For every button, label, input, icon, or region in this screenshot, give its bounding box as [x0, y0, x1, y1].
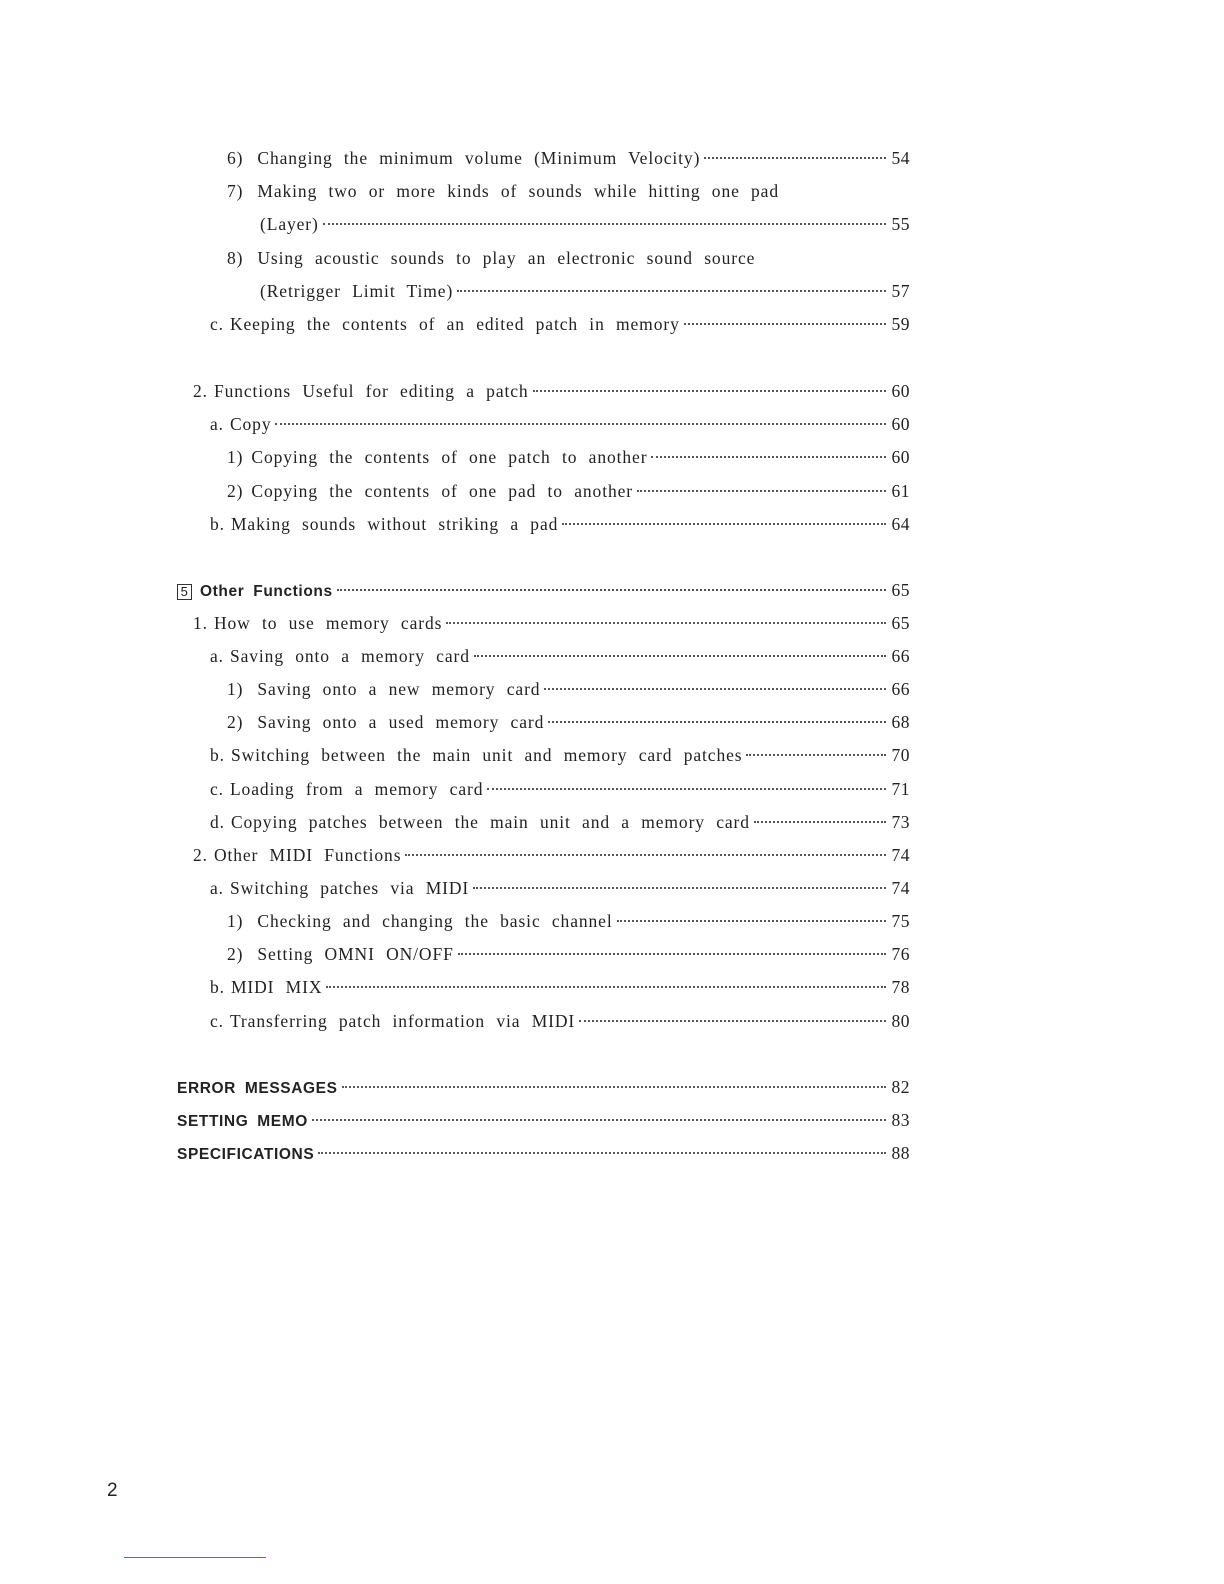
- toc-entry[interactable]: [260, 281, 910, 305]
- toc-entry[interactable]: [260, 214, 910, 238]
- entry-number: 1): [227, 911, 244, 931]
- entry-title-continued: (Retrigger Limit Time): [260, 281, 454, 301]
- toc-entry[interactable]: [210, 1011, 910, 1035]
- entry-number: 2): [227, 481, 244, 501]
- entry-page: 54: [891, 148, 910, 168]
- entry-title: Checking and changing the basic channel: [257, 911, 613, 931]
- entry-title: Copying patches between the main unit and a memory card: [230, 812, 750, 832]
- entry-page: 60: [891, 447, 910, 467]
- toc-entry[interactable]: [210, 878, 910, 902]
- entry-number: d.: [210, 812, 225, 832]
- entry-number: a.: [210, 646, 224, 666]
- entry-page: 66: [891, 646, 910, 666]
- dot-leader: [746, 754, 886, 756]
- toc-entry[interactable]: [210, 745, 910, 769]
- entry-title: Saving onto a new memory card: [257, 679, 541, 699]
- dot-leader: [342, 1086, 886, 1088]
- toc-backmatter-entry[interactable]: [177, 1110, 910, 1134]
- dot-leader: [704, 157, 886, 159]
- dot-leader: [684, 323, 886, 325]
- dot-leader: [754, 821, 886, 823]
- entry-title: Setting OMNI ON/OFF: [257, 944, 454, 964]
- entry-number: 8): [227, 248, 244, 268]
- dot-leader: [457, 290, 886, 292]
- toc-entry[interactable]: [227, 911, 910, 935]
- entry-page: 74: [891, 878, 910, 898]
- entry-page: 88: [891, 1143, 910, 1163]
- toc-entry[interactable]: [210, 514, 910, 538]
- chapter-number-box: 5: [177, 584, 192, 600]
- entry-number: b.: [210, 514, 225, 534]
- entry-number: 2.: [193, 381, 208, 401]
- toc-backmatter-entry[interactable]: [177, 1143, 910, 1167]
- entry-title: MIDI MIX: [230, 977, 323, 997]
- entry-page: 55: [891, 214, 910, 234]
- entry-page: 65: [891, 580, 910, 600]
- entry-number: 2.: [193, 845, 208, 865]
- entry-title: Changing the minimum volume (Minimum Velocity): [257, 148, 701, 168]
- footer-rule: [124, 1557, 266, 1558]
- dot-leader: [326, 986, 886, 988]
- entry-number: 6): [227, 148, 244, 168]
- dot-leader: [617, 920, 886, 922]
- entry-title: Copying the contents of one patch to another: [251, 447, 648, 467]
- entry-page: 64: [891, 514, 910, 534]
- entry-number: 2): [227, 944, 244, 964]
- toc-entry[interactable]: [210, 779, 910, 803]
- entry-title: Saving onto a used memory card: [257, 712, 545, 732]
- entry-page: 57: [891, 281, 910, 301]
- entry-page: 80: [891, 1011, 910, 1031]
- dot-leader: [651, 456, 886, 458]
- dot-leader: [323, 223, 886, 225]
- toc-backmatter-entry[interactable]: [177, 1077, 910, 1101]
- entry-number: c.: [210, 1011, 224, 1031]
- page-number: 2: [107, 1480, 118, 1501]
- toc-entry[interactable]: [227, 447, 910, 471]
- toc-entry[interactable]: [227, 481, 910, 505]
- dot-leader: [458, 953, 886, 955]
- toc-entry[interactable]: [227, 712, 910, 736]
- entry-title: Loading from a memory card: [229, 779, 484, 799]
- entry-page: 66: [891, 679, 910, 699]
- entry-title: Making sounds without striking a pad: [230, 514, 559, 534]
- chapter-title: [177, 583, 333, 601]
- entry-page: 60: [891, 414, 910, 434]
- entry-page: 60: [891, 381, 910, 401]
- dot-leader: [473, 887, 886, 889]
- toc-entry-line[interactable]: [227, 181, 779, 205]
- entry-page: 82: [891, 1077, 910, 1097]
- dot-leader: [562, 523, 886, 525]
- toc-entry[interactable]: [210, 414, 910, 438]
- entry-number: a.: [210, 878, 224, 898]
- entry-page: 65: [891, 613, 910, 633]
- dot-leader: [579, 1020, 886, 1022]
- entry-title: Other MIDI Functions: [213, 845, 402, 865]
- entry-title: Functions Useful for editing a patch: [213, 381, 529, 401]
- entry-title: Saving onto a memory card: [229, 646, 470, 666]
- dot-leader: [318, 1152, 886, 1154]
- entry-title: Transferring patch information via MIDI: [229, 1011, 576, 1031]
- dot-leader: [533, 390, 886, 392]
- entry-title: SETTING MEMO: [177, 1113, 308, 1130]
- entry-page: 73: [891, 812, 910, 832]
- entry-number: 7): [227, 181, 244, 201]
- entry-number: b.: [210, 745, 225, 765]
- entry-number: 1): [227, 679, 244, 699]
- dot-leader: [487, 788, 886, 790]
- dot-leader: [637, 490, 886, 492]
- entry-page: 59: [891, 314, 910, 334]
- entry-title: ERROR MESSAGES: [177, 1080, 338, 1097]
- entry-page: 83: [891, 1110, 910, 1130]
- toc-entry[interactable]: [193, 381, 910, 405]
- entry-title: Keeping the contents of an edited patch in memory: [229, 314, 680, 334]
- entry-title-continued: (Layer): [260, 214, 319, 234]
- entry-page: 76: [891, 944, 910, 964]
- dot-leader: [312, 1119, 886, 1121]
- entry-number: 1): [227, 447, 244, 467]
- toc-entry[interactable]: [193, 845, 910, 869]
- entry-page: 71: [891, 779, 910, 799]
- toc-entry[interactable]: [210, 812, 910, 836]
- entry-title: Copy: [229, 414, 272, 434]
- entry-title: SPECIFICATIONS: [177, 1146, 315, 1163]
- entry-number: a.: [210, 414, 224, 434]
- chapter-title-text: Other Functions: [200, 583, 333, 600]
- entry-title: Switching patches via MIDI: [229, 878, 470, 898]
- entry-title: Switching between the main unit and memory card patches: [230, 745, 743, 765]
- toc-entry[interactable]: [210, 646, 910, 670]
- entry-page: 74: [891, 845, 910, 865]
- toc-entry[interactable]: [227, 944, 910, 968]
- toc-entry[interactable]: [210, 977, 910, 1001]
- entry-number: 2): [227, 712, 244, 732]
- dot-leader: [405, 854, 886, 856]
- toc-entry[interactable]: [193, 613, 910, 637]
- toc-entry-line[interactable]: [227, 248, 755, 272]
- entry-title: Making two or more kinds of sounds while hitting one pad: [257, 181, 779, 201]
- dot-leader: [548, 721, 886, 723]
- entry-page: 70: [891, 745, 910, 765]
- dot-leader: [474, 655, 886, 657]
- dot-leader: [544, 688, 886, 690]
- toc-entry[interactable]: [227, 679, 910, 703]
- entry-title: Using acoustic sounds to play an electronic sound source: [257, 248, 756, 268]
- entry-page: 68: [891, 712, 910, 732]
- toc-chapter-entry[interactable]: [177, 580, 910, 604]
- dot-leader: [446, 622, 886, 624]
- entry-page: 78: [891, 977, 910, 997]
- entry-title: Copying the contents of one pad to another: [251, 481, 633, 501]
- entry-number: c.: [210, 779, 224, 799]
- dot-leader: [275, 423, 886, 425]
- entry-number: c.: [210, 314, 224, 334]
- toc-entry[interactable]: [210, 314, 910, 338]
- entry-page: 75: [891, 911, 910, 931]
- entry-number: b.: [210, 977, 225, 997]
- dot-leader: [337, 589, 886, 591]
- entry-page: 61: [891, 481, 910, 501]
- entry-number: 1.: [193, 613, 208, 633]
- toc-entry[interactable]: [227, 148, 910, 172]
- entry-title: How to use memory cards: [213, 613, 443, 633]
